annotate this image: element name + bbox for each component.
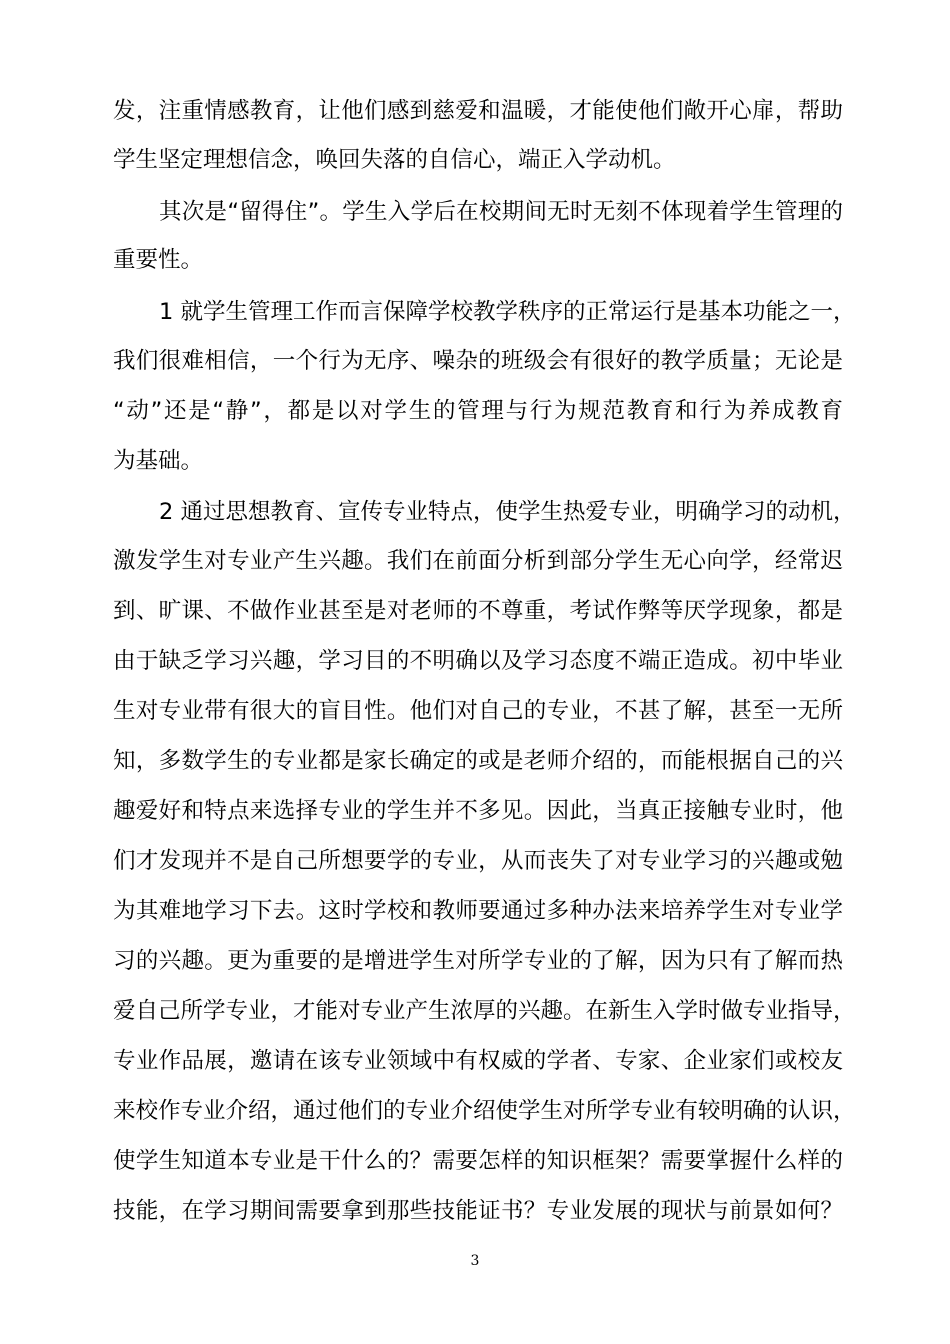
text-line: 专业作品展，邀请在该专业领域中有权威的学者、专家、企业家们或校友	[113, 1048, 843, 1074]
text-line: 技能，在学习期间需要拿到那些技能证书？专业发展的现状与前景如何？	[113, 1198, 843, 1224]
text-line: 由于缺乏学习兴趣，学习目的不明确以及学习态度不端正造成。初中毕业	[113, 648, 843, 674]
text-line: 到、旷课、不做作业甚至是对老师的不尊重，考试作弊等厌学现象，都是	[113, 598, 843, 624]
text-line: 发，注重情感教育，让他们感到慈爱和温暖，才能使他们敞开心扉，帮助	[113, 98, 843, 124]
text-line: 爱自己所学专业，才能对专业产生浓厚的兴趣。在新生入学时做专业指导，	[113, 998, 856, 1024]
text-line: 知，多数学生的专业都是家长确定的或是老师介绍的，而能根据自己的兴	[113, 748, 843, 774]
text-line: 来校作专业介绍，通过他们的专业介绍使学生对所学专业有较明确的认识，	[113, 1098, 856, 1124]
text-line: 重要性。	[113, 247, 204, 273]
text-line: 1 就学生管理工作而言保障学校教学秩序的正常运行是基本功能之一，	[159, 299, 856, 325]
text-line: 2 通过思想教育、宣传专业特点，使学生热爱专业，明确学习的动机，	[159, 499, 856, 525]
text-line: 使学生知道本专业是干什么的？需要怎样的知识框架？需要掌握什么样的	[113, 1148, 843, 1174]
text-line: 激发学生对专业产生兴趣。我们在前面分析到部分学生无心向学，经常迟	[113, 548, 843, 574]
text-line: 我们很难相信，一个行为无序、噪杂的班级会有很好的教学质量；无论是	[113, 348, 843, 374]
text-line: 习的兴趣。更为重要的是增进学生对所学专业的了解，因为只有了解而热	[113, 948, 843, 974]
text-line: 为基础。	[113, 448, 204, 474]
text-line: 学生坚定理想信念，唤回失落的自信心，端正入学动机。	[113, 147, 676, 173]
text-line: 趣爱好和特点来选择专业的学生并不多见。因此，当真正接触专业时，他	[113, 798, 843, 824]
text-line: 生对专业带有很大的盲目性。他们对自己的专业，不甚了解，甚至一无所	[113, 698, 843, 724]
text-line: 为其难地学习下去。这时学校和教师要通过多种办法来培养学生对专业学	[113, 898, 843, 924]
text-line: “动”还是“静”，都是以对学生的管理与行为规范教育和行为养成教育	[113, 398, 843, 424]
text-line: 们才发现并不是自己所想要学的专业，从而丧失了对专业学习的兴趣或勉	[113, 848, 843, 874]
text-line: 其次是“留得住”。学生入学后在校期间无时无刻不体现着学生管理的	[159, 199, 843, 225]
page-number: 3	[470, 1253, 480, 1269]
